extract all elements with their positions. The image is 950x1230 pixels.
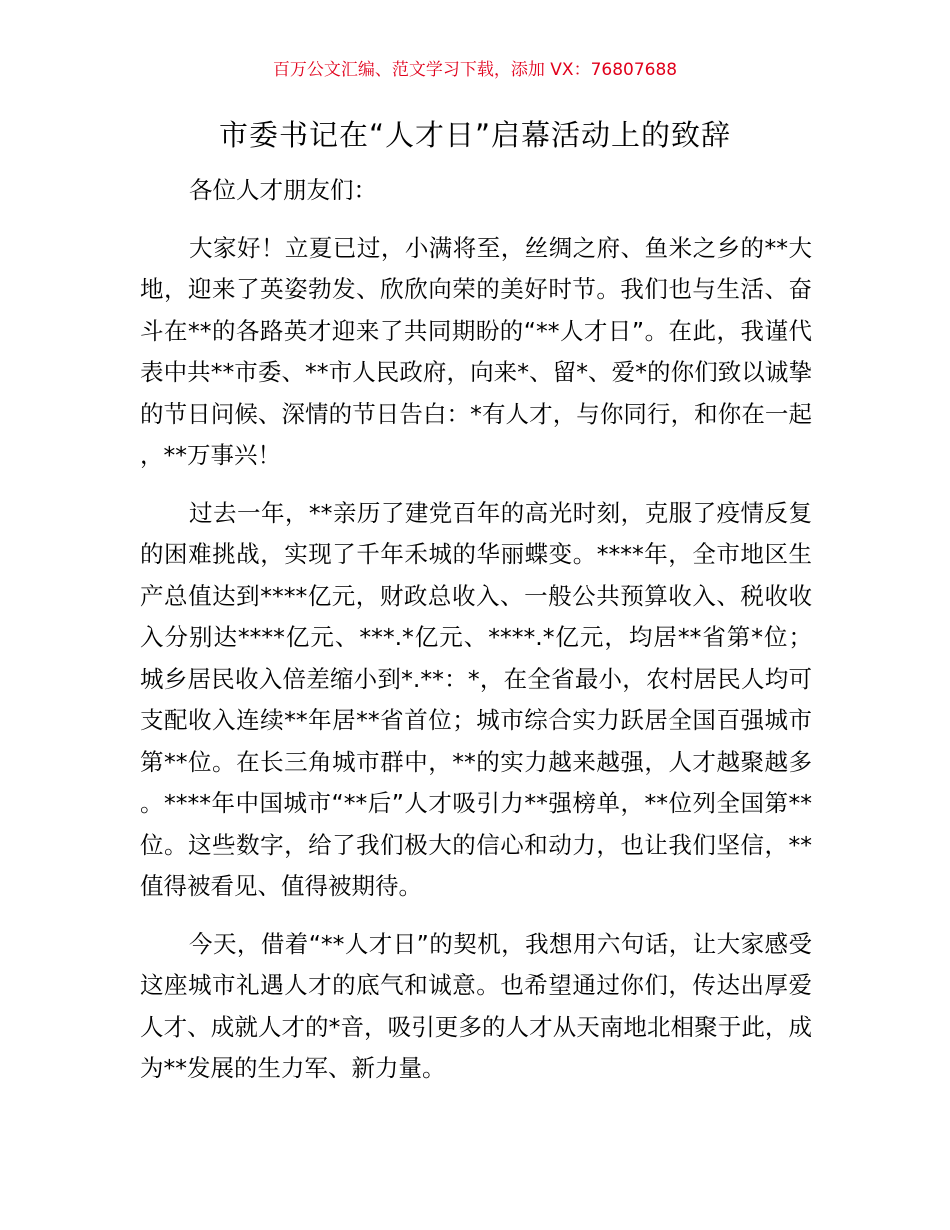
- paragraph-invitation: 今天，借着“**人才日”的契机，我想用六句话，让大家感受这座城市礼遇人才的底气和诚意。也希望通过你们，传达出厚爱人才、成就人才的*音，吸引更多的人才从天南地北相聚于此，成为**发展的生力军、新力量。: [140, 929, 812, 1082]
- paragraph-achievements: 过去一年，**亲历了建党百年的高光时刻，克服了疫情反复的困难挑战，实现了千年禾城的华丽蝶变。****年，全市地区生产总值达到****亿元，财政总收入、一般公共预算收入、税收收入分别达****亿元、***.*亿元、****.*亿元，均居**省第*位；城乡居民收入倍差缩小到*.**：*，在全省最小，农村居民人均可支配收入连续**年居**省首位；城市综合实力跃居全国百强城市第**位。在长三角城市群中，**的实力越来越强，人才越聚越多。****年中国城市“**后”人才吸引力**强榜单，**位列全国第**位。这些数字，给了我们极大的信心和动力，也让我们坚信，**值得被看见、值得被期待。: [140, 498, 812, 900]
- salutation: 各位人才朋友们：: [189, 176, 377, 204]
- paragraph-greeting: 大家好！立夏已过，小满将至，丝绸之府、鱼米之乡的**大地，迎来了英姿勃发、欣欣向荣的美好时节。我们也与生活、奋斗在**的各路英才迎来了共同期盼的“**人才日”。在此，我谨代表中共**市委、**市人民政府，向来*、留*、爱*的你们致以诚挚的节日问候、深情的节日告白：*有人才，与你同行，和你在一起，**万事兴！: [140, 233, 812, 469]
- page-title: 市委书记在“人才日”启幕活动上的致辞: [218, 118, 732, 152]
- document-body: [140, 170, 812, 1106]
- header-promo-note: 百万公文汇编、范文学习下载，添加 VX：76807688: [272, 60, 678, 80]
